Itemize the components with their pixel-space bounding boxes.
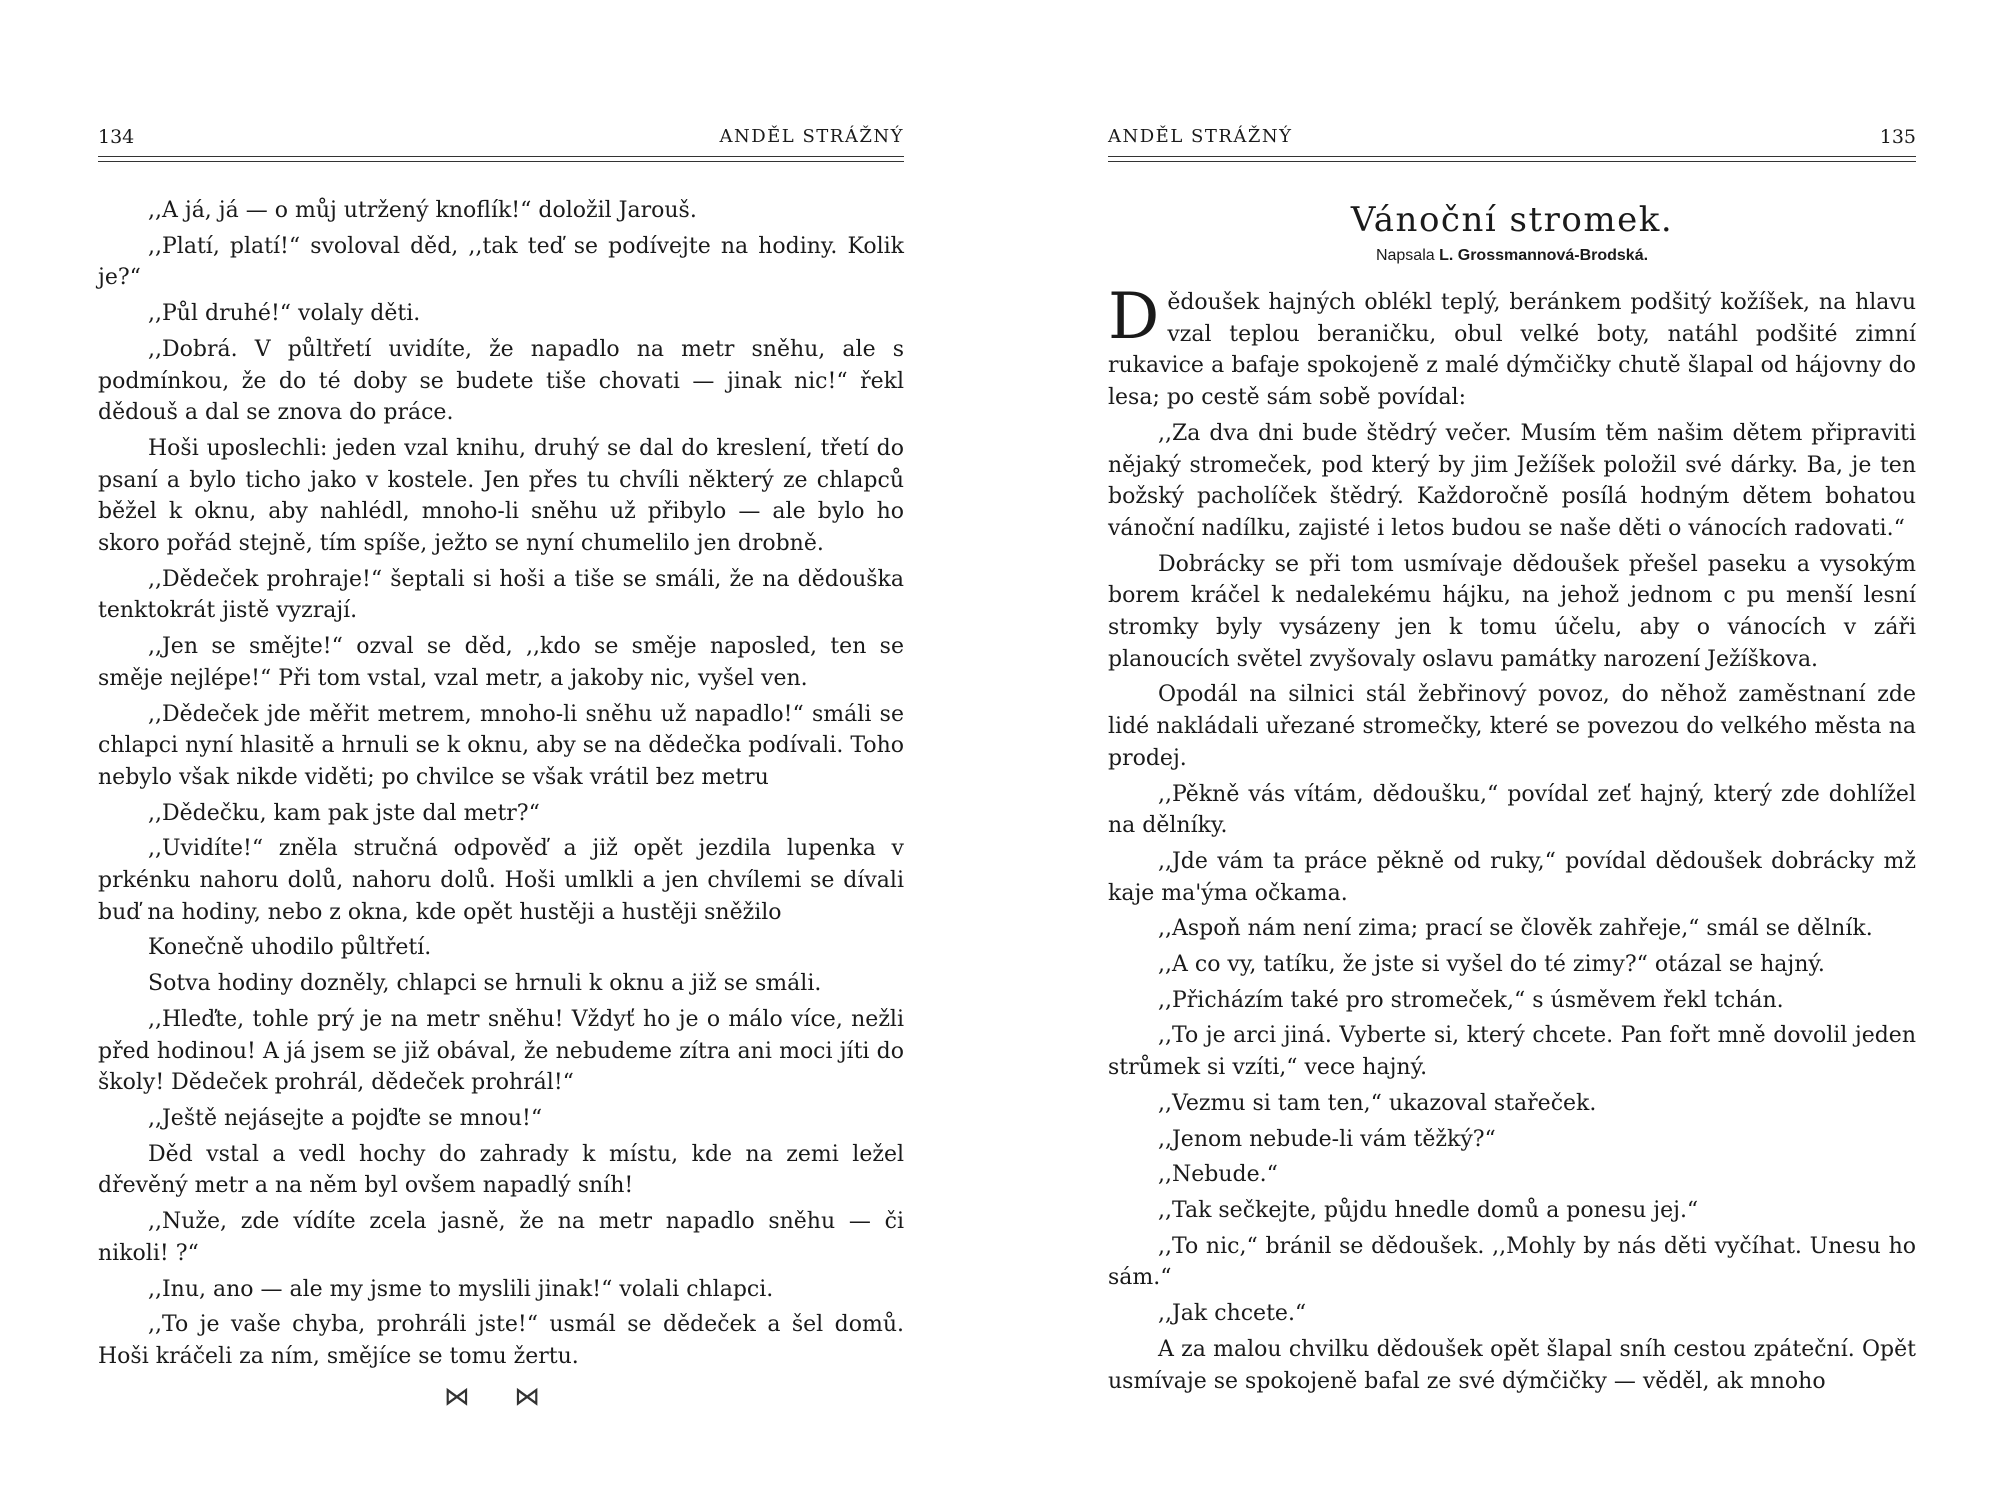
- paragraph: ,,Dobrá. V půltřetí uvidíte, že napadlo na metr sněhu, ale s podmínkou, že do té doby se budete tiše chovati — jinak nic!“ řekl dědouš a dal se znova do práce.: [98, 336, 904, 426]
- paragraph: Sotva hodiny dozněly, chlapci se hrnuli k oknu a již se smáli.: [148, 971, 822, 997]
- paragraph: ,,A já, já — o můj utržený knoflík!“ doložil Jarouš.: [148, 198, 697, 223]
- header-rule: [1108, 161, 1916, 162]
- paragraph: ,,To nic,“ bránil se dědoušek. ,,Mohly by nás děti vyčíhat. Unesu ho sám.“: [1108, 1233, 1916, 1291]
- paragraph: ,,Dědeček jde měřit metrem, mnoho-li sněhu už napadlo!“ smáli se chlapci nyní hlasitě a hrnuli se k oknu, aby se na dědečka podívali. Toho nebylo však nikde viděti; po chvilce se však vrátil bez metru: [98, 701, 904, 790]
- paragraph: Hoši uposlechli: jeden vzal knihu, druhý se dal do kreslení, třetí do psaní a bylo ticho jako v kostele. Jen přes tu chvíli některý ze chlapců běžel k oknu, aby nahlédl, mnoho-li sněhu už přibylo — ale bylo ho skoro pořád stejně, tím spíše, ježto se nyní chumelilo jen drobně.: [98, 435, 904, 557]
- first-paragraph: [1108, 280, 1916, 414]
- header-rule: [98, 161, 904, 162]
- paragraph: A za malou chvilku dědoušek opět šlapal sníh cestou zpáteční. Opět usmívaje se spokojeně bafal ze své dýmčičky — věděl, ak mnoho: [1108, 1336, 1916, 1394]
- paragraph: ,,Za dva dni bude štědrý večer. Musím těm našim dětem připraviti nějaký stromeček, pod který by jim Ježíšek položil své dárky. Ba, je ten božský pacholíček štědrý. Každoročně posílá hodným dětem bohatou vánoční nadílku, zajisté i letos budou se naše děti o vánocích radovati.“: [1108, 420, 1916, 541]
- paragraph: ,,Jde vám ta práce pěkně od ruky,“ povídal dědoušek dobrácky mž kaje ma'ýma očkama.: [1108, 848, 1916, 906]
- paragraph: ,,To je arci jiná. Vyberte si, který chcete. Pan fořt mně dovolil jeden strůmek si vzíti,“ vece hajný.: [1108, 1023, 1916, 1081]
- paragraph: ,,Vezmu si tam ten,“ ukazoval stařeček.: [1158, 1090, 1597, 1116]
- paragraph: ,,Tak sečkejte, půjdu hnedle domů a ponesu jej.“: [1158, 1197, 1699, 1223]
- header-rule: [98, 156, 904, 157]
- body-text: [98, 195, 904, 1377]
- byline: [1108, 247, 1916, 265]
- paragraph: ,,Inu, ano — ale my jsme to myslili jinak!“ volali chlapci.: [148, 1276, 774, 1302]
- left-page: [98, 0, 904, 1500]
- paragraph: ,,Uvidíte!“ zněla stručná odpověď a již opět jezdila lupenka v prkénku nahoru dolů, nahoru dolů. Hoši umlkli a jen chvílemi se dívali buď na hodiny, nebo z okna, kde opět hustěji a hustěji sněžilo: [98, 836, 904, 925]
- drop-cap: D: [1108, 280, 1160, 354]
- body-text: [1108, 280, 1916, 1401]
- paragraph: ,,Dědečku, kam pak jste dal metr?“: [148, 800, 540, 826]
- running-head-right: [1108, 126, 1916, 152]
- paragraph: ,,To je vaše chyba, prohráli jste!“ usmál se dědeček a šel domů. Hoši kráčeli za ním, smějíce se tomu žertu.: [98, 1312, 904, 1369]
- paragraph: ,,Půl druhé!“ volaly děti.: [148, 301, 421, 327]
- paragraph: Děd vstal a vedl hochy do zahrady k místu, kde na zemi ležel dřevěný metr a na něm byl ovšem napadlý sníh!: [98, 1141, 904, 1199]
- paragraph: ,,Platí, platí!“ svoloval děd, ,,tak teď se podívejte na hodiny. Kolik je?“: [98, 233, 904, 291]
- paragraph: ,,Aspoň nám není zima; prací se člověk zahřeje,“ smál se dělník.: [1158, 916, 1873, 942]
- paragraph: ,,Pěkně vás vítám, dědoušku,“ povídal zeť hajný, který zde dohlížel na dělníky.: [1108, 781, 1916, 839]
- paragraph: ,,Jak chcete.“: [1158, 1301, 1307, 1327]
- page-number: 134: [98, 126, 135, 148]
- end-ornament: ⋈ ⋈: [443, 1382, 559, 1412]
- paragraph: ,,Hleďte, tohle prý je na metr sněhu! Vždyť ho je o málo více, nežli před hodinou! A já jsem se již obával, že nebudeme zítra ani moci jíti do školy! Dědeček prohrál, dědeček prohrál!“: [98, 1006, 904, 1096]
- right-page: [1108, 0, 1916, 1500]
- paragraph: Dobrácky se při tom usmívaje dědoušek přešel paseku a vysokým borem kráčel k nedalekému hájku, na jehož jednom c pu menší lesní stromky byly vysázeny jen k tomu účelu, aby o vánocích v záři planoucích světel zvyšovaly oslavu památky narození Ježíškova.: [1108, 551, 1916, 672]
- paragraph-text: ědoušek hajných oblékl teplý, beránkem podšitý kožíšek, na hlavu vzal teplou beraničku, obul velké boty, natáhl podšité zimní rukavice a bafaje spokojeně z malé dýmčičky chutě šlapal od hájovny do lesa; po cestě sám sobě povídal:: [1108, 290, 1916, 411]
- header-rule: [1108, 156, 1916, 157]
- chapter-title: Vánoční stromek.: [1350, 200, 1674, 240]
- paragraph: ,,Nebude.“: [1158, 1162, 1278, 1188]
- paragraph: ,,Ještě nejásejte a pojďte se mnou!“: [148, 1105, 543, 1131]
- paragraph: ,,Jen se smějte!“ ozval se děd, ,,kdo se směje naposled, ten se směje nejlépe!“ Při tom vstal, vzal metr, a jakoby nic, vyšel ven.: [98, 634, 904, 691]
- byline-author: L. Grossmannová-Brodská.: [1439, 247, 1649, 264]
- paragraph: Konečně uhodilo půltřetí.: [148, 935, 432, 961]
- paragraph: ,,Jenom nebude-li vám těžký?“: [1158, 1126, 1496, 1152]
- byline-prefix: Napsala: [1375, 247, 1435, 264]
- running-head-left: [98, 126, 904, 152]
- paragraph: ,,A co vy, tatíku, že jste si vyšel do té zimy?“ otázal se hajný.: [1158, 952, 1825, 978]
- running-head-title: ANDĚL STRÁŽNÝ: [1108, 126, 1293, 147]
- running-head-title: ANDĚL STRÁŽNÝ: [719, 126, 904, 147]
- paragraph: ,,Přicházím také pro stromeček,“ s úsměvem řekl tchán.: [1158, 987, 1784, 1013]
- paragraph: Opodál na silnici stál žebřinový povoz, do něhož zaměstnaní zde lidé nakládali uřezané stromečky, které se povezou do velkého města na prodej.: [1108, 682, 1916, 771]
- paragraph: ,,Nuže, zde vídíte zcela jasně, že na metr napadlo sněhu — či nikoli! ?“: [98, 1209, 904, 1266]
- paragraph: ,,Dědeček prohraje!“ šeptali si hoši a tiše se smáli, že na dědouška tenktokrát jistě vyzrají.: [98, 566, 904, 624]
- page-number: 135: [1879, 126, 1916, 148]
